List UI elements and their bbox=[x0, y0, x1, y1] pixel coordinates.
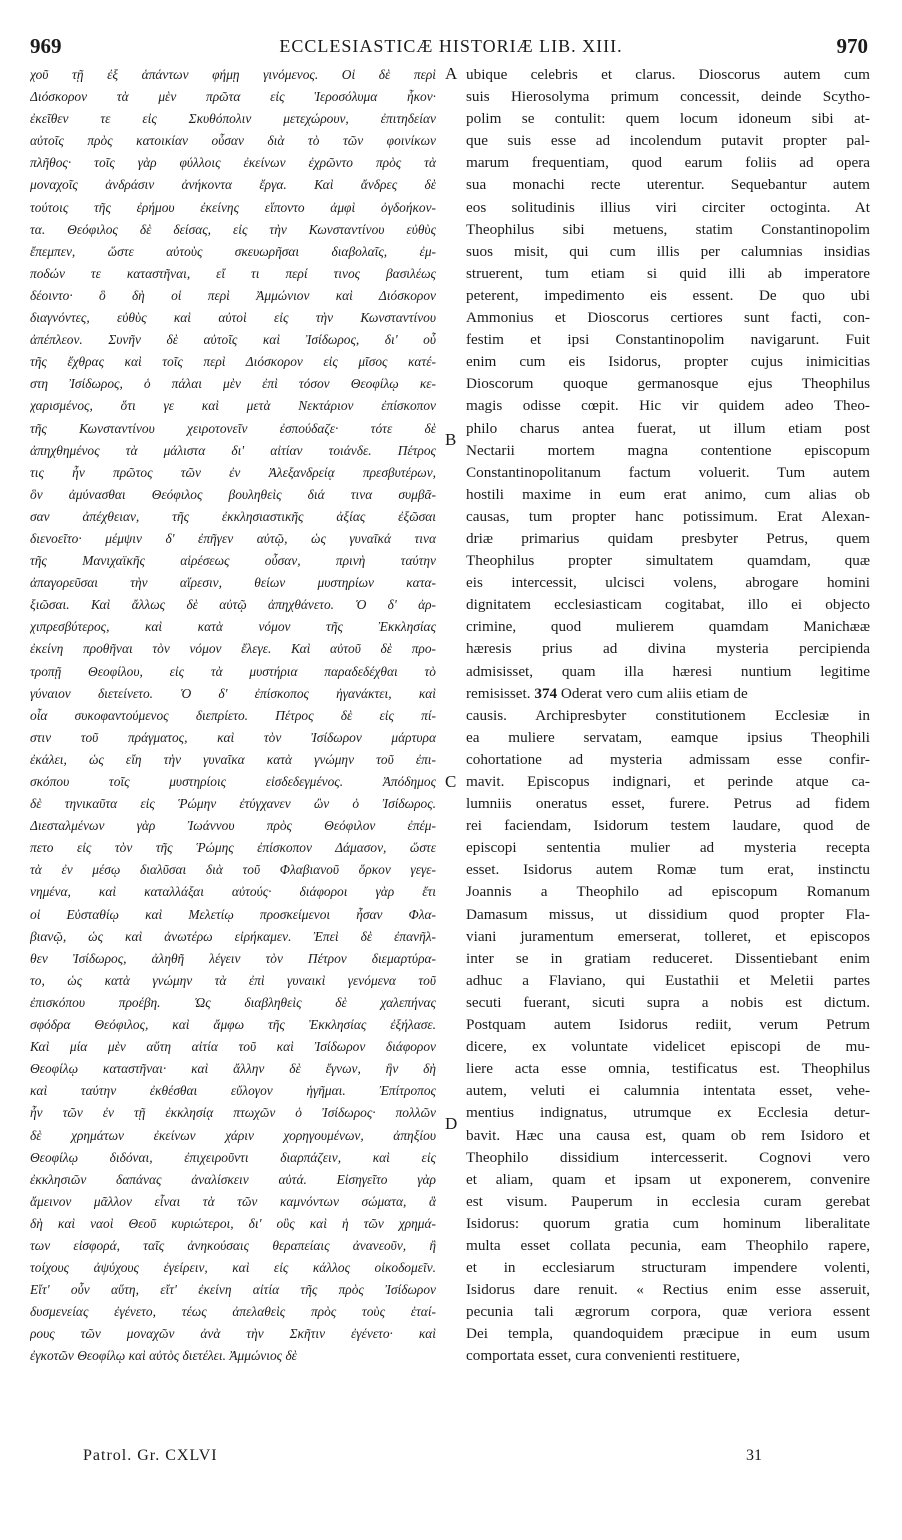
text-line: χαρισμένος, ὅτι γε καὶ μετὰ Νεκτάριον ἐπίσκοπον bbox=[30, 398, 436, 414]
text-line: multa esset collata pecunia, eam Theophilo rapere, bbox=[466, 1236, 870, 1254]
text-line: Εἴτ' οὖν αὕτη, εἴτ' ἐκείνη αἰτία τῆς πρὸς Ἰσίδωρον bbox=[30, 1282, 436, 1298]
text-line: Theophilo dissidium intercesserit. Cognovi vero bbox=[466, 1148, 870, 1166]
text-line: Διόσκορον τὰ μὲν πρῶτα εἰς Ἱεροσόλυμα ἧκον· bbox=[30, 89, 436, 105]
text-line: ἐκείνη προθῆναι τὸν νόμον ἔλεγε. Καὶ αὐτοῦ δὲ προ- bbox=[30, 641, 436, 657]
footer-signature: 31 bbox=[746, 1447, 762, 1464]
text-line: δὴ καὶ ναοὶ Θεοῦ κυριώτεροι, δι' οὓς καὶ ἡ τῶν χρημά- bbox=[30, 1215, 436, 1231]
text-line: Nectarii mortem magna contentione episcopum bbox=[466, 441, 870, 459]
text-line: ἐκκλησιῶν δαπάνας ἀναλίσκειν αὐτά. Εἰσηγεῖτο γὰρ bbox=[30, 1171, 436, 1187]
text-line: philo charus antea fuerat, ut illum etiam post bbox=[466, 419, 870, 437]
text-line: αὐτοῖς πρὸς κατοικίαν οὖσαν διὰ τὸ τῶν φοινίκων bbox=[30, 133, 436, 149]
text-line: ἀπηχθημένος τὰ μάλιστα δι' αἰτίαν τοιάνδε. Πέτρος bbox=[30, 442, 436, 458]
text-line: τούτοις τῆς ἐρήμου ἐκείνης εἵποντο ἀμφὶ ὀγδοήκον- bbox=[30, 199, 436, 215]
text-line: ἐκεῖθεν τε εἰς Σκυθόπολιν μετεχώρουν, ἐπιτηδείαν bbox=[30, 111, 436, 127]
text-line: το, ὡς κατὰ γνώμην τὰ ἐπὶ γυναικὶ γενόμενα τοῦ bbox=[30, 972, 436, 988]
text-line: ἐκάλει, ὡς εἴη τὴν γυναῖκα κατὰ γνώμην τοῦ ἐπι- bbox=[30, 751, 436, 767]
text-line: Θεοφίλῳ καταστῆναι· καὶ ἄλλην δὲ ἔγνων, ἣν δὴ bbox=[30, 1061, 436, 1077]
text-line: Joannis a Theophilo ad episcopum Romanum bbox=[466, 883, 870, 901]
text-segment: remisisset. bbox=[466, 684, 531, 702]
text-line: ὃν ἀμύνασθαι Θεόφιλος βουληθεὶς διά τινα συμβᾶ- bbox=[30, 486, 436, 502]
text-line: σφόδρα Θεόφιλος, καὶ ἄμφω τῆς Ἐκκλησίας ἐξήλασε. bbox=[30, 1017, 436, 1033]
text-line: comportata esset, cura convenienti restituere, bbox=[466, 1347, 741, 1365]
text-line: ἔπεμπεν, ὥστε αὐτοὺς σκευωρῆσαι διαβολαῖς, ἐμ- bbox=[30, 243, 436, 259]
text-line: liere acta esse omnia, testificatus est. Theophilus bbox=[466, 1060, 870, 1078]
text-line: ἦν τῶν ἐν τῇ ἐκκλησίᾳ πτωχῶν ὁ Ἰσίδωρος· πολλῶν bbox=[30, 1105, 436, 1121]
text-line: Isidorus: quorum gratia cum hominum liberalitate bbox=[466, 1214, 870, 1232]
text-line: Καὶ μία μὲν αὕτη αἰτία τοῦ καὶ Ἰσίδωρον διάφορον bbox=[30, 1039, 436, 1055]
text-line: admisisset, quam illa hæresi nuntium legitime bbox=[466, 662, 870, 680]
text-line: γύναιον διετείνετο. Ὁ δ' ἐπίσκοπος ἠγανάκτει, καὶ bbox=[30, 685, 436, 701]
text-line: mavit. Episcopus indignari, et perinde atque ca- bbox=[466, 773, 870, 790]
text-line: est visum. Pauperum in ecclesia curam gerebat bbox=[466, 1192, 870, 1210]
text-line: ἐπισκόπου προέβη. Ὡς διαβληθεὶς δὲ χαλεπήνας bbox=[30, 994, 436, 1010]
text-line: hostili maxime in eum erat animo, cum alias ob bbox=[466, 485, 870, 503]
text-line: Postquam autem Isidorus rediit, verum Petrum bbox=[466, 1016, 870, 1034]
text-line: ea muliere servatam, eamque ipsius Theophili bbox=[466, 728, 870, 746]
text-line: Constantinopolitanum factum voluerit. Tum autem bbox=[466, 463, 870, 481]
text-line: Dioscorum quoque germanosque ejus Theophilus bbox=[466, 375, 870, 393]
text-line: Ammonius et Dioscorus certiores sunt facti, con- bbox=[466, 309, 870, 327]
text-line: των εἰσφορά, ταῖς ἀνηκούσαις θεραπείαις ἀνανεοῦν, ἢ bbox=[30, 1237, 436, 1253]
text-line: χιπρεσβύτερος, καὶ κατὰ νόμον τῆς Ἐκκλησίας bbox=[30, 619, 436, 635]
text-line: οἷα συκοφαντούμενος διεπρίετο. Πέτρος δὲ εἰς πί- bbox=[30, 707, 436, 723]
text-line: τῆς ἔχθρας καὶ τοῖς περὶ Διόσκορον εἰς μῖσος κατέ- bbox=[30, 354, 436, 370]
text-line: Isidorus dare renuit. « Rectius enim esse asseruit, bbox=[466, 1281, 870, 1299]
text-line: polim se contulit: quem locum idoneum sibi at- bbox=[466, 110, 870, 128]
text-line: δὲ χρημάτων ἐκείνων χάριν χορηγουμένων, ἀπηξίου bbox=[30, 1127, 436, 1143]
text-line: episcopi sententia mulier ad mysteria recepta bbox=[466, 839, 870, 857]
text-line: struerent, tum etiam si quid illi ab imperatore bbox=[466, 264, 870, 282]
text-line: secuti fuerant, sicuti supra a nobis est dictum. bbox=[466, 993, 870, 1011]
text-line: ἄμεινον μᾶλλον εἶναι τὰ τῶν καμνόντων σώματα, ἃ bbox=[30, 1193, 436, 1209]
text-line: τις ἦν πρῶτος τῶν ἐν Ἀλεξανδρείᾳ πρεσβυτέρων, bbox=[30, 464, 436, 480]
text-line: καὶ ταύτην ἐκθέσθαι εὔλογον ἡγῆμαι. Ἐπίτροπος bbox=[30, 1083, 436, 1099]
text-line: μοναχοῖς ἀνδράσιν ἀνήκοντα ἔργα. Καὶ ἄνδρες δὲ bbox=[30, 177, 436, 193]
text-line: suos misit, qui cum illis per calumnias insidias bbox=[466, 242, 870, 260]
text-line: enim cum eis Isidorus, propter cujus inimicitias bbox=[466, 353, 870, 371]
text-line: lumniis oneratus esset, furere. Petrus ad fidem bbox=[466, 795, 870, 813]
text-line: τὰ ἐν μέσῳ διαλῦσαι διὰ τοῦ Φλαβιανοῦ ὅρκον γεγε- bbox=[30, 862, 436, 878]
text-line: dicere, ex voluntate videlicet episcopi de mu- bbox=[466, 1038, 870, 1056]
text-line: dignitatem ecclesiasticam cogitabat, illo ei objecto bbox=[466, 596, 870, 614]
text-line: causas, tum propter hanc potissimum. Erat Alexan- bbox=[466, 507, 870, 525]
text-line: σκόπου τοῖς μυστηρίοις εἰσδεδεγμένος. Ἀπόδημος bbox=[30, 774, 436, 789]
text-line: hæresis prius ad divina mysteria percipienda bbox=[466, 640, 870, 658]
text-line: στιν τοῦ πράγματος, καὶ τὸν Ἰσίδωρον μάρτυρα bbox=[30, 729, 436, 745]
text-line: χοῦ τῇ ἐξ ἁπάντων φήμῃ γινόμενος. Οἱ δὲ περὶ bbox=[30, 67, 436, 82]
text-line: σαν ἀπέχθειαν, τῆς ἐκκλησιαστικῆς ἀξίας ἐξῶσαι bbox=[30, 508, 436, 524]
text-line: Theophilus propter simultatem quamdam, quæ bbox=[466, 552, 870, 570]
text-line: autem, veluti ei calumnia intentata esset, vehe- bbox=[466, 1082, 870, 1100]
margin-marker-b: B bbox=[445, 430, 457, 449]
margin-marker-a: A bbox=[445, 64, 458, 83]
text-line: crimine, quod mulierem quamdam Manichææ bbox=[466, 618, 870, 636]
text-line: bavit. Hæc una causa est, quam ob rem Isidoro et bbox=[466, 1126, 870, 1144]
text-line: πετο εἰς τὸν τῆς Ῥώμης ἐπίσκοπον Δάμασον, ὥστε bbox=[30, 840, 436, 856]
running-header bbox=[30, 34, 872, 60]
text-line: driæ primarius quidam presbyter Petrus, quem bbox=[466, 529, 870, 547]
margin-marker-c: C bbox=[445, 772, 457, 791]
text-line: τῆς Κωνσταντίνου χειροτονεῖν ἐσπούδαζε· τότε δὲ bbox=[30, 420, 436, 436]
text-line: esset. Isidorus autem Romæ tum erat, instinctu bbox=[466, 861, 870, 879]
text-line: ἐγκοτῶν Θεοφίλῳ καὶ αὐτὸς διετέλει. Ἀμμώνιος δὲ bbox=[30, 1348, 297, 1364]
page-number-left: 969 bbox=[30, 34, 62, 58]
text-line: ἀπέπλεον. Συνῆν δὲ αὐτοῖς καὶ Ἰσίδωρος, δι' οὗ bbox=[30, 332, 436, 348]
text-line: τῆς Μανιχαϊκῆς αἱρέσεως οὖσαν, πρινὴ ταύτην bbox=[30, 553, 436, 569]
text-line: τροπῇ Θεοφίλου, εἰς τὰ μυστήρια παραδεδέχθαι τὸ bbox=[30, 663, 436, 679]
text-line: mentius indignatus, utrumque ex Ecclesia detur- bbox=[466, 1104, 870, 1122]
text-line: διενοεῖτο· μέμψιν δ' ἐπῆγεν αὐτῷ, ὡς γυναῖκά τινα bbox=[30, 530, 436, 546]
text-line: ποδών τε καταστῆναι, εἴ τι περί τινος βασιλέως bbox=[30, 265, 436, 281]
text-line: διαγνόντες, εὐθὺς καὶ αὐτοὶ εἰς τὴν Κωνσταντίνου bbox=[30, 310, 436, 326]
text-line: que suis esse ad incolendum putavit propter pal- bbox=[466, 132, 870, 150]
text-line: cohortatione ad mysteria admissam esse confir- bbox=[466, 750, 870, 768]
text-line: eis intercessit, ulcisci volens, abrogare homini bbox=[466, 574, 870, 592]
text-line: ξιῶσαι. Καὶ ἄλλως δὲ αὐτῷ ἀπηχθάνετο. Ὁ δ' ἀρ- bbox=[30, 597, 436, 613]
text-line: ἀπαγορεῦσαι τὴν αἵρεσιν, θείων μυστηρίων κατα- bbox=[30, 575, 436, 591]
text-line: viani juramentum emerserat, tolleret, et episcopos bbox=[466, 927, 870, 945]
text-line: causis. Archipresbyter constitutionem Ecclesiæ in bbox=[466, 706, 870, 724]
text-line: et aliam, quam et ipsam ut exponerem, convenire bbox=[466, 1170, 870, 1188]
text-line: τα. Θεόφιλος δὲ δείσας, εἰς τὴν Κωνσταντίνου εὐθὺς bbox=[30, 221, 436, 237]
text-line: Damasum missus, ut dissidium quod propter Fla- bbox=[466, 905, 870, 923]
page-number-right: 970 bbox=[836, 34, 868, 58]
margin-marker-d: D bbox=[445, 1114, 458, 1133]
text-line bbox=[466, 683, 870, 705]
greek-column bbox=[30, 64, 436, 1368]
text-line: οἱ Εὐσταθίῳ καὶ Μελετίῳ προσκείμενοι ἦσαν Φλα- bbox=[30, 906, 436, 922]
text-line: marum frequentiam, quod earum foliis ad opera bbox=[466, 154, 870, 172]
text-line: Theophilus sibi metuens, statim Constantinopolim bbox=[466, 220, 870, 238]
running-title: ECCLESIASTICÆ HISTORIÆ LIB. XIII. bbox=[279, 36, 623, 56]
text-line: inter se in gratiam reduceret. Dissentiebant enim bbox=[466, 949, 870, 967]
text-line: rei faciendam, Isidorum testem laudare, quod de bbox=[466, 817, 870, 835]
text-line: Θεοφίλῳ διδόναι, ἐπιχειροῦντι διαρπάζειν, καὶ εἰς bbox=[30, 1149, 436, 1165]
text-line: Διεσταλμένων γὰρ Ἰωάννου πρὸς Θεόφιλον ἐπέμ- bbox=[30, 818, 436, 834]
text-line: ρους τῶν μοναχῶν ἀνὰ τὴν Σκῆτιν ἐγένετο· καὶ bbox=[30, 1326, 436, 1342]
text-line: eos solitudinis illius viri circiter octoginta. At bbox=[466, 198, 870, 216]
latin-column bbox=[466, 64, 870, 1368]
text-line: adhuc a Flaviano, qui Eustathii et Meletii partes bbox=[466, 971, 870, 989]
text-line: et in ecclesiarum structuram impendere volenti, bbox=[466, 1259, 870, 1277]
text-line: δυσμενείας ἐγένετο, τέως ἀπελαθεὶς πρὸς τοὺς ἑταί- bbox=[30, 1304, 436, 1320]
text-line: πλῆθος· τοῖς γὰρ φύλλοις ἐκείνων ἐχρῶντο πρὸς τὰ bbox=[30, 155, 436, 171]
column-number: 374 bbox=[534, 684, 558, 702]
text-line: peterent, impedimento eis essent. De quo ubi bbox=[466, 286, 870, 304]
text-line: ubique celebris et clarus. Dioscorus autem cum bbox=[466, 66, 870, 83]
text-line: sua monachi recte uterentur. Sequebantur autem bbox=[466, 176, 870, 194]
footer-source: Patrol. Gr. CXLVI bbox=[83, 1447, 218, 1464]
text-line: δὲ τηνικαῦτα εἰς Ῥώμην ἐτύγχανεν ὢν ὁ Ἰσίδωρος. bbox=[30, 796, 436, 812]
text-line: βιανῷ, ὡς καὶ ἀνωτέρω εἰρήκαμεν. Ἐπεὶ δὲ ἐπανῆλ- bbox=[30, 928, 436, 944]
text-line: suis Hierosolyma primum concessit, deinde Scytho- bbox=[466, 88, 870, 106]
text-line: θεν Ἰσίδωρος, ἀληθῆ λέγειν τὸν Πέτρον διεμαρτύρα- bbox=[30, 950, 436, 966]
text-line: τοίχους ἀψύχους ἐγείρειν, καὶ εἰς κάλλος οἰκοδομεῖν. bbox=[30, 1260, 436, 1276]
text-line: magis odisse cœpit. Hic vir quidem adeo Theo- bbox=[466, 397, 870, 415]
text-line: pecunia tali ægrorum corpora, quæ veriora essent bbox=[466, 1303, 870, 1321]
text-line: στη Ἰσίδωρος, ὁ πάλαι μὲν ἐπὶ τόσον Θεοφίλῳ κε- bbox=[30, 376, 436, 392]
text-line: festim et ipsi Constantinopolim navigarunt. Fuit bbox=[466, 331, 870, 349]
text-line: δέοιντο· ὃ δὴ οἱ περὶ Ἀμμώνιον καὶ Διόσκορον bbox=[30, 287, 436, 303]
text-line: Dei templa, quandoquidem præcipue in eum usum bbox=[466, 1325, 870, 1343]
text-line: νημένα, καὶ καταλλάξαι αὐτούς· διάφοροι γὰρ ἔτι bbox=[30, 884, 436, 900]
text-segment: Oderat vero cum aliis etiam de bbox=[560, 684, 748, 702]
